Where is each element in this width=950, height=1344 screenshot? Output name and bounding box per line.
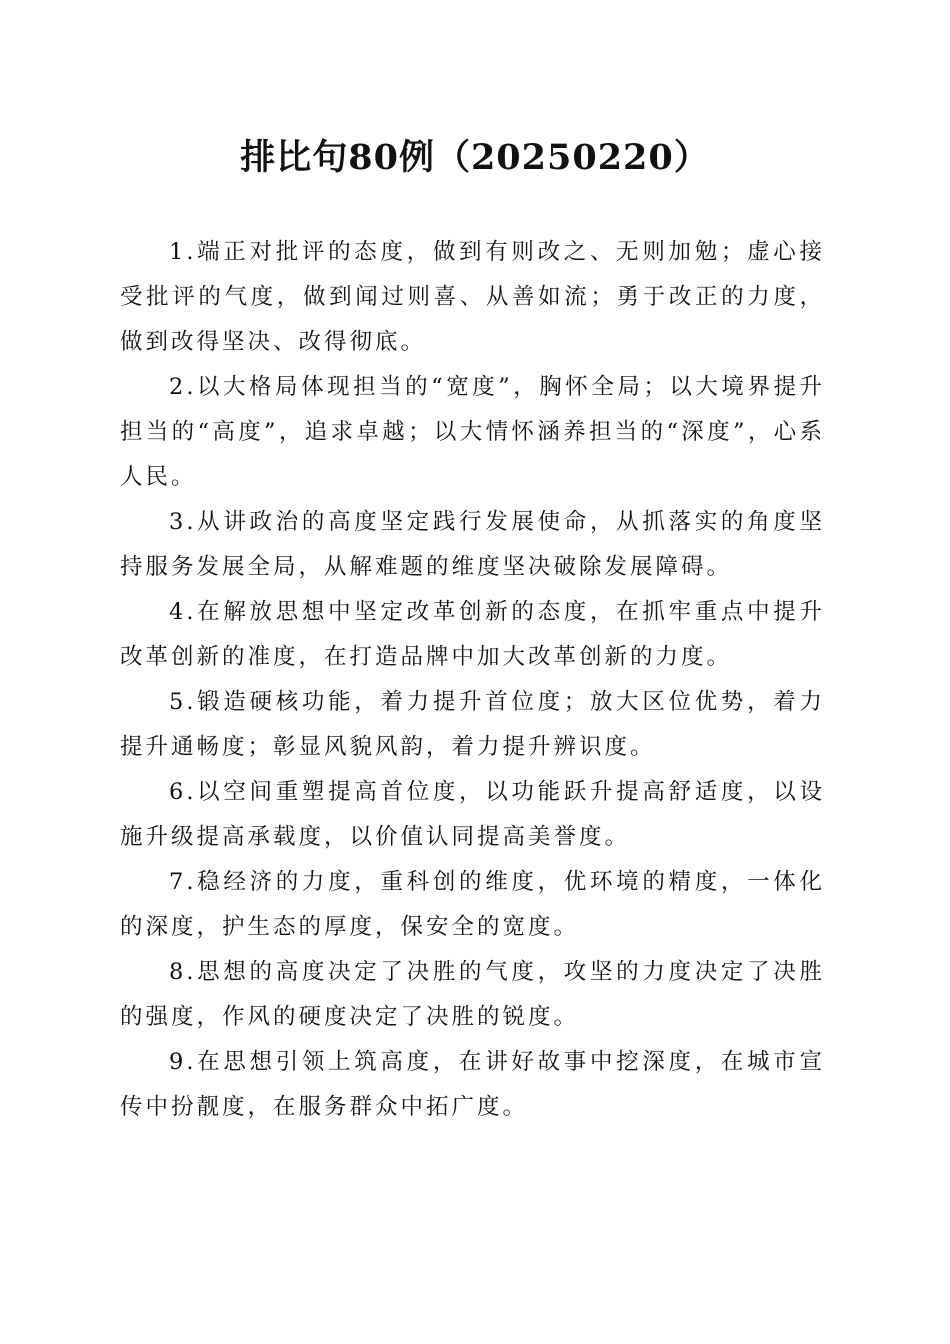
paragraph-6: 6.以空间重塑提高首位度，以功能跃升提高舒适度，以设施升级提高承载度，以价值认同提高美誉度。 — [120, 779, 825, 850]
paragraph-7: 7.稳经济的力度，重科创的维度，优环境的精度，一体化的深度，护生态的厚度，保安全的宽度。 — [120, 869, 825, 940]
paragraph-3: 3.从讲政治的高度坚定践行发展使命，从抓落实的角度坚持服务发展全局，从解难题的维度坚决破除发展障碍。 — [120, 509, 825, 580]
paragraph-1: 1.端正对批评的态度，做到有则改之、无则加勉；虚心接受批评的气度，做到闻过则喜、从善如流；勇于改正的力度，做到改得坚决、改得彻底。 — [120, 239, 825, 355]
paragraph-4: 4.在解放思想中坚定改革创新的态度，在抓牢重点中提升改革创新的准度，在打造品牌中加大改革创新的力度。 — [120, 599, 825, 670]
paragraph-5: 5.锻造硬核功能，着力提升首位度；放大区位优势，着力提升通畅度；彰显风貌风韵，着力提升辨识度。 — [120, 689, 825, 760]
document-body — [120, 230, 825, 1130]
document-title: 排比句80例（20250220） — [240, 137, 710, 178]
paragraph-8: 8.思想的高度决定了决胜的气度，攻坚的力度决定了决胜的强度，作风的硬度决定了决胜的锐度。 — [120, 959, 825, 1030]
paragraph-9: 9.在思想引领上筑高度，在讲好故事中挖深度，在城市宣传中扮靓度，在服务群众中拓广度。 — [120, 1049, 825, 1120]
paragraph-2: 2.以大格局体现担当的“宽度”，胸怀全局；以大境界提升担当的“高度”，追求卓越；以大情怀涵养担当的“深度”，心系人民。 — [120, 374, 825, 490]
